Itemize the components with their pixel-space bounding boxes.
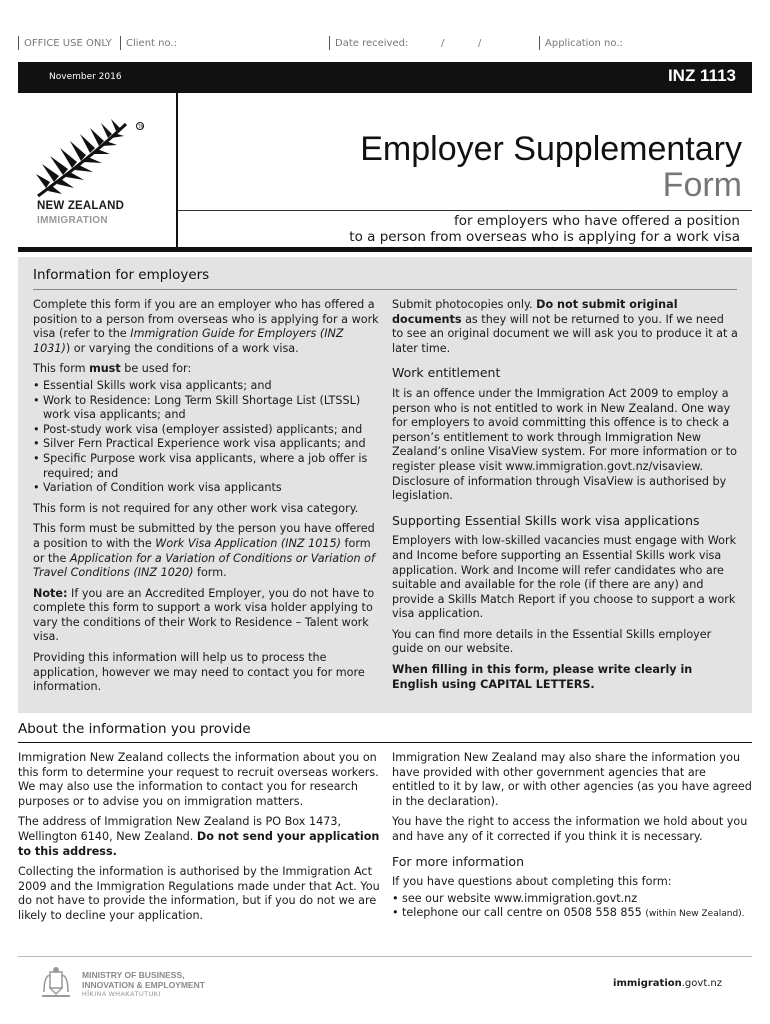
contact-list [392,892,752,922]
more-info-heading: For more information [392,853,525,869]
about-rule [18,742,752,743]
office-use-strip [18,34,752,54]
svg-text:TM: TM [138,124,144,129]
about-heading: About the information you provide [18,721,251,737]
about-paragraph: If you have questions about completing this form: [392,875,672,889]
info-right-column [392,298,738,698]
info-heading: Information for employers [33,267,210,283]
info-paragraph: This form is not required for any other work visa category. [33,501,359,515]
info-note: Note: If you are an Accredited Employer, you do not have to complete this form to support a work visa holder applying to vary the conditions of their Work to Residence – Talent work visa. [33,586,375,644]
about-paragraph: The address of Immigration New Zealand is PO Box 1473, Wellington 6140, New Zealand. Do not send your application to this address. [18,815,380,858]
brand-name: NEW ZEALAND [37,200,125,212]
footer-url: immigration.govt.nz [613,978,722,989]
form-date: November 2016 [49,72,122,82]
list-item: • Silver Fern Practical Experience work visa applicants; and [43,437,379,452]
info-paragraph: You can find more details in the Essential Skills employer guide on our website. [392,627,712,656]
coat-of-arms-icon [38,966,74,1000]
about-paragraph: Immigration New Zealand collects the information about you on this form to determine your request to recruit overseas workers. We may also use the information to contact you for research purposes or to advise you on immigration matters. [18,751,379,808]
divider [18,36,19,50]
form-code: INZ 1113 [667,66,736,85]
header-bottom-rule [18,247,752,252]
list-item: • Work to Residence: Long Term Skill Shortage List (LTSSL) work visa applicants; and [43,394,379,423]
info-left-column [33,298,379,701]
brand-subname: IMMIGRATION [37,215,108,226]
info-paragraph: This form must be used for: [33,362,192,376]
info-paragraph: It is an offence under the Immigration Act 2009 to employ a person who is not entitled to work in New Zealand. One way for employers to avoid committing this offence is to check a person’s entitlement to work through Immigration New Zealand’s online VisaView system. For more information or to register please visit www.immigration.govt.nz/visaview. Disclosure of information through VisaView is authorised by legislation. [392,386,737,503]
list-item: • Variation of Condition work visa applicants [43,481,379,496]
page-title-secondary: Form [662,166,742,204]
ministry-logo [38,966,238,1000]
date-received-label: Date received: [335,38,409,49]
footer-rule [18,956,752,957]
header-band [18,62,752,93]
website-item: • see our website www.immigration.govt.nz [402,892,752,907]
subtitle-line: to a person from overseas who is applying for a work visa [349,229,740,245]
info-paragraph: Employers with low-skilled vacancies must engage with Work and Income before supporting an Essential Skills work visa application. Work and Income will refer candidates who are suitable and available for the role (if there are any) and provide a Skills Match Report if you choose to support a work visa application. [392,534,737,621]
divider [120,36,121,50]
list-item: • Specific Purpose work visa applicants, where a job offer is required; and [43,452,379,481]
ministry-maori-name: HĪKINA WHAKATUTUKI [82,991,161,998]
info-paragraph: Providing this information will help us to process the application, however we may need to contact you for more information. [33,651,365,694]
about-left-column [18,751,380,930]
about-right-column [392,751,752,928]
date-slash: / [478,38,482,49]
divider [329,36,330,50]
office-use-label: OFFICE USE ONLY [24,38,112,49]
subtitle-line: for employers who have offered a position [454,213,740,229]
client-no-label: Client no.: [126,38,177,49]
info-rule [33,289,737,290]
date-slash: / [441,38,445,49]
info-paragraph: This form must be submitted by the person you have offered a position to with the Work Visa Application (INZ 1015) form or the Application for a Variation of Conditions or Variation of Travel Conditions (INZ 1020) form. [33,522,375,580]
list-item: • Post-study work visa (employer assisted) applicants; and [43,423,379,438]
ministry-name: INNOVATION & EMPLOYMENT [82,980,205,990]
header-divider [176,93,178,247]
visa-type-list [33,379,379,496]
capital-letters-instruction: When filling in this form, please write clearly in English using CAPITAL LETTERS. [392,663,693,691]
about-paragraph: You have the right to access the information we hold about you and have any of it corrected if you think it is necessary. [392,815,748,843]
list-item: • Essential Skills work visa applicants; and [43,379,379,394]
ministry-name: MINISTRY OF BUSINESS, [82,970,185,980]
application-no-label: Application no.: [545,38,623,49]
phone-item: • telephone our call centre on 0508 558 855 (within New Zealand). [402,906,752,922]
divider [539,36,540,50]
essential-skills-heading: Supporting Essential Skills work visa applications [392,512,700,528]
about-paragraph: Collecting the information is authorised by the Immigration Act 2009 and the Immigration Regulations made under that Act. You do not have to provide the information, but if you do not we are likely to decline your application. [18,865,380,922]
page-title: Employer Supplementary [360,130,742,168]
info-paragraph: Complete this form if you are an employer who has offered a position to a person from overseas who is applying for a work visa (refer to the Immigration Guide for Employers (INZ 1031)) or varying the conditions of a work visa. [33,298,379,355]
info-paragraph: Submit photocopies only. Do not submit original documents as they will not be returned to you. If we need to see an original document we will ask you to produce it at a later time. [392,298,738,355]
title-rule [178,210,752,211]
about-paragraph: Immigration New Zealand may also share the information you have provided with other government agencies that are entitled to it by law, or with other agencies (as you have agreed in the declaration). [392,751,752,808]
work-entitlement-heading: Work entitlement [392,365,501,381]
